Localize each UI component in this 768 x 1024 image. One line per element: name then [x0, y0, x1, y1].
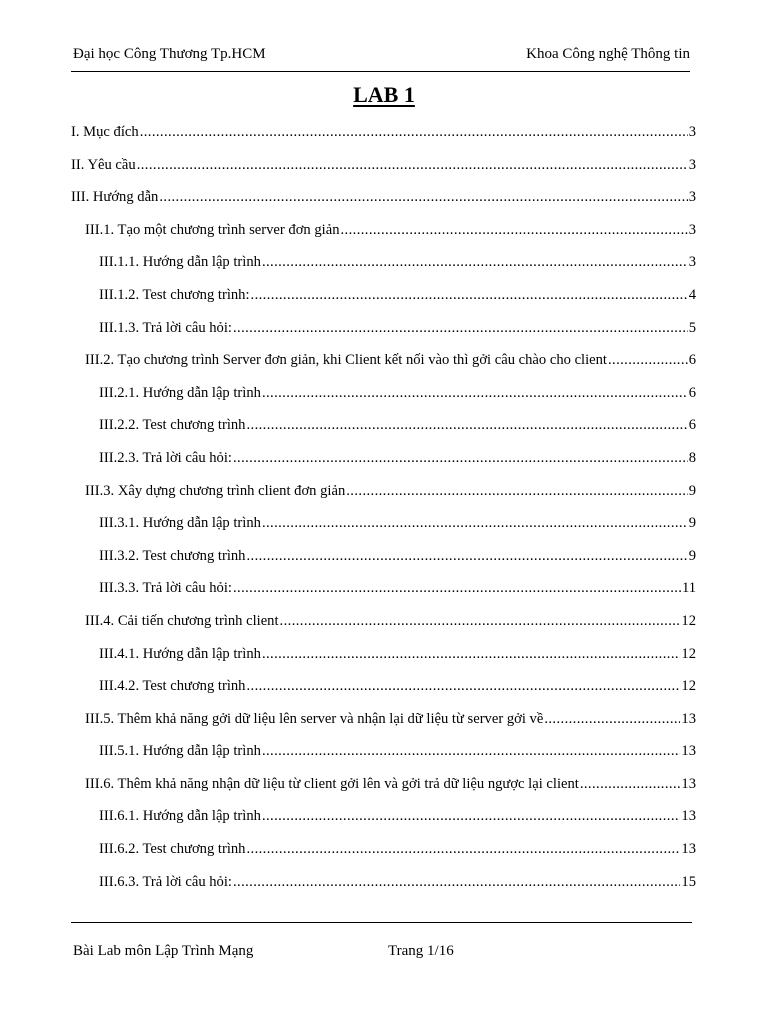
toc-entry-title: III.4. Cải tiến chương trình client	[85, 612, 279, 629]
toc-dot-leader	[159, 189, 687, 206]
table-of-contents	[71, 124, 696, 906]
toc-entry-title: III.1.1. Hướng dẫn lập trình	[99, 254, 261, 271]
toc-entry[interactable]	[71, 580, 696, 613]
header-faculty: Khoa Công nghệ Thông tin	[526, 46, 690, 62]
toc-entry-title: III.3.1. Hướng dẫn lập trình	[99, 515, 261, 532]
toc-entry-page: 3	[688, 189, 696, 206]
toc-entry[interactable]	[71, 450, 696, 483]
toc-entry-title: III.4.2. Test chương trình	[99, 678, 246, 695]
toc-dot-leader	[262, 808, 680, 825]
toc-entry[interactable]	[71, 548, 696, 581]
toc-entry-title: III.5.1. Hướng dẫn lập trình	[99, 743, 261, 760]
toc-entry-page: 6	[688, 352, 696, 369]
toc-entry-title: III.5. Thêm khả năng gởi dữ liệu lên server và nhận lại dữ liệu từ server gởi về	[85, 710, 544, 727]
toc-entry[interactable]	[71, 483, 696, 516]
toc-entry-page: 6	[688, 417, 696, 434]
toc-entry-title: III. Hướng dẫn	[71, 189, 159, 206]
toc-entry-title: III.2. Tạo chương trình Server đơn giản, khi Client kết nối vào thì gởi câu chào cho client	[85, 352, 607, 369]
document-title	[0, 82, 768, 108]
toc-entry-title: III.6.2. Test chương trình	[99, 841, 246, 858]
toc-dot-leader	[233, 320, 688, 337]
toc-dot-leader	[341, 222, 688, 239]
toc-dot-leader	[140, 124, 688, 141]
toc-entry-title: III.2.1. Hướng dẫn lập trình	[99, 384, 261, 401]
toc-dot-leader	[246, 678, 680, 695]
toc-entry-title: III.1.2. Test chương trình:	[99, 286, 250, 303]
toc-dot-leader	[233, 580, 681, 597]
toc-entry[interactable]	[71, 743, 696, 776]
toc-dot-leader	[262, 515, 688, 532]
toc-entry-page: 13	[681, 841, 696, 858]
toc-entry-page: 3	[688, 221, 696, 238]
toc-entry-page: 4	[688, 286, 696, 303]
toc-entry-title: III.2.3. Trả lời câu hỏi:	[99, 449, 232, 466]
toc-dot-leader	[137, 157, 688, 174]
toc-entry-page: 12	[681, 612, 696, 629]
toc-entry-page: 13	[681, 743, 696, 760]
toc-entry-page: 9	[688, 482, 696, 499]
toc-entry-title: III.2.2. Test chương trình	[99, 417, 246, 434]
toc-entry-page: 13	[681, 775, 696, 792]
toc-entry[interactable]	[71, 124, 696, 157]
toc-entry[interactable]	[71, 808, 696, 841]
toc-entry-page: 8	[688, 449, 696, 466]
toc-entry-page: 11	[681, 580, 696, 597]
toc-entry-title: III.6.1. Hướng dẫn lập trình	[99, 808, 261, 825]
toc-dot-leader	[246, 548, 687, 565]
toc-entry-title: III.6. Thêm khả năng nhận dữ liệu từ client gởi lên và gởi trả dữ liệu ngược lại client	[85, 775, 579, 792]
toc-dot-leader	[608, 352, 688, 369]
header-divider	[71, 71, 690, 72]
toc-entry-page: 13	[681, 710, 696, 727]
toc-dot-leader	[262, 254, 688, 271]
toc-entry-page: 3	[688, 124, 696, 140]
footer-divider	[71, 922, 692, 923]
toc-entry-title: III.4.1. Hướng dẫn lập trình	[99, 645, 261, 662]
toc-entry[interactable]	[71, 189, 696, 222]
toc-entry[interactable]	[71, 678, 696, 711]
toc-entry[interactable]	[71, 417, 696, 450]
toc-entry[interactable]	[71, 841, 696, 874]
toc-dot-leader	[262, 385, 688, 402]
toc-dot-leader	[544, 711, 680, 728]
toc-entry-title: III.6.3. Trả lời câu hỏi:	[99, 873, 232, 890]
page-header	[73, 46, 690, 68]
toc-entry[interactable]	[71, 646, 696, 679]
toc-dot-leader	[246, 417, 687, 434]
toc-entry-page: 3	[688, 156, 696, 173]
toc-entry-title: I. Mục đích	[71, 124, 139, 140]
toc-dot-leader	[346, 483, 687, 500]
toc-dot-leader	[262, 743, 680, 760]
toc-entry[interactable]	[71, 222, 696, 255]
toc-entry[interactable]	[71, 352, 696, 385]
toc-entry-title: III.1. Tạo một chương trình server đơn giản	[85, 221, 340, 238]
toc-entry-title: III.3. Xây dựng chương trình client đơn giản	[85, 482, 346, 499]
toc-entry-title: III.3.2. Test chương trình	[99, 547, 246, 564]
toc-entry[interactable]	[71, 287, 696, 320]
header-university: Đại học Công Thương Tp.HCM	[73, 46, 266, 62]
footer-page-number: Trang 1/16	[388, 943, 454, 959]
toc-dot-leader	[251, 287, 688, 304]
toc-entry[interactable]	[71, 711, 696, 744]
toc-dot-leader	[233, 450, 688, 467]
toc-entry[interactable]	[71, 320, 696, 353]
toc-entry-page: 15	[681, 873, 696, 890]
toc-entry-page: 6	[688, 384, 696, 401]
toc-entry-page: 13	[681, 808, 696, 825]
toc-entry-page: 9	[688, 515, 696, 532]
toc-entry-title: II. Yêu cầu	[71, 156, 136, 173]
toc-entry[interactable]	[71, 874, 696, 907]
toc-dot-leader	[246, 841, 680, 858]
document-title-text: LAB 1	[353, 82, 415, 107]
toc-entry-page: 3	[688, 254, 696, 271]
toc-entry-page: 9	[688, 547, 696, 564]
toc-entry[interactable]	[71, 385, 696, 418]
toc-entry-title: III.1.3. Trả lời câu hỏi:	[99, 319, 232, 336]
toc-entry-page: 12	[681, 678, 696, 695]
toc-entry[interactable]	[71, 157, 696, 190]
toc-entry-title: III.3.3. Trả lời câu hỏi:	[99, 580, 232, 597]
footer-course: Bài Lab môn Lập Trình Mạng	[73, 943, 254, 959]
toc-entry-page: 12	[681, 645, 696, 662]
toc-entry[interactable]	[71, 254, 696, 287]
toc-dot-leader	[580, 776, 681, 793]
toc-dot-leader	[280, 613, 681, 630]
toc-entry[interactable]	[71, 613, 696, 646]
toc-entry[interactable]	[71, 515, 696, 548]
toc-entry[interactable]	[71, 776, 696, 809]
toc-dot-leader	[233, 874, 680, 891]
toc-entry-page: 5	[688, 319, 696, 336]
toc-dot-leader	[262, 646, 680, 663]
